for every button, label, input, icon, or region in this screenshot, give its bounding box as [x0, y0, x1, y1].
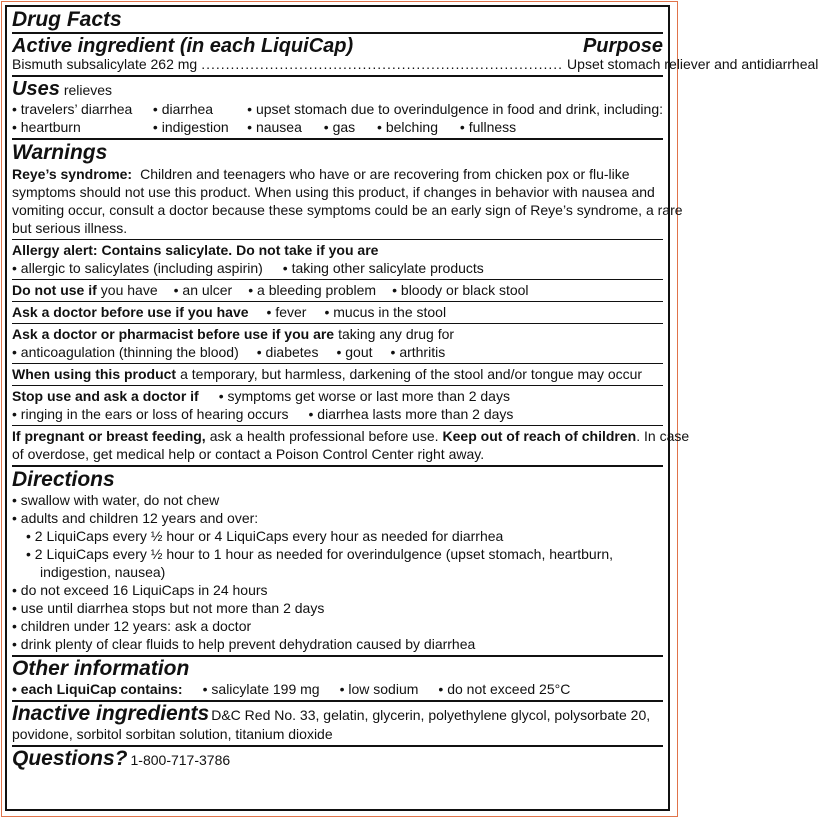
- list-item: • 2 LiquiCaps every ½ hour to 1 hour as needed for overindulgence (upset stomach, heartburn,: [12, 545, 663, 563]
- list-item: • 2 LiquiCaps every ½ hour or 4 LiquiCaps every hour as needed for diarrhea: [12, 527, 663, 545]
- list-item: • travelers’ diarrhea: [12, 100, 153, 118]
- list-item: • anticoagulation (thinning the blood): [12, 343, 239, 361]
- list-item: • use until diarrhea stops but not more than 2 days: [12, 599, 663, 617]
- reye-label: Reye’s syndrome:: [12, 166, 133, 182]
- overdose-text: of overdose, get medical help or contact a Poison Control Center right away.: [12, 446, 485, 462]
- reye-text: but serious illness.: [12, 220, 128, 236]
- purpose-text: Upset stomach reliever and antidiarrheal: [567, 56, 818, 72]
- drug-facts-title: Drug Facts: [12, 8, 122, 31]
- reye-text: Children and teenagers who have or are recovering from chicken pox or flu-like: [140, 166, 630, 182]
- list-item: • gout: [336, 343, 372, 361]
- inactive-ingredients-text: povidone, sorbitol sorbitan solution, titanium dioxide: [12, 726, 333, 742]
- stop-use: [12, 386, 663, 425]
- list-item: • swallow with water, do not chew: [12, 491, 663, 509]
- other-information-heading: Other information: [12, 657, 190, 680]
- keep-out-text: . In case: [636, 428, 690, 444]
- list-item: • fullness: [460, 119, 516, 135]
- list-item: • do not exceed 25°C: [438, 680, 570, 698]
- list-item: • nausea: [247, 119, 302, 135]
- uses-intro: relieves: [63, 82, 113, 98]
- list-item: • upset stomach due to overindulgence in food and drink, including:: [247, 100, 663, 118]
- warnings-section: [12, 140, 683, 239]
- list-item: • do not exceed 16 LiquiCaps in 24 hours: [12, 581, 663, 599]
- stop-use-label: Stop use and ask a doctor if: [12, 388, 199, 404]
- list-item: • bloody or black stool: [392, 281, 528, 299]
- pregnancy-text: ask a health professional before use.: [209, 428, 439, 444]
- reye-text: symptoms should not use this product. When using this product, if changes in behavior with nausea and: [12, 184, 655, 200]
- list-item: • fever: [267, 303, 307, 321]
- allergy-alert: [12, 240, 663, 279]
- other-information-section: [12, 657, 663, 700]
- questions-section: [12, 747, 663, 772]
- directions-heading: Directions: [12, 468, 115, 491]
- list-item: • taking other salicylate products: [283, 259, 484, 277]
- reye-text: vomiting occur, consult a doctor because these symptoms could be an early sign of Reye’s syndrome, a rare: [12, 202, 683, 218]
- ask-doctor: [12, 302, 663, 323]
- ask-pharmacist: [12, 324, 663, 363]
- questions-phone: 1-800-717-3786: [130, 752, 231, 768]
- inactive-ingredients-heading: Inactive ingredients: [12, 702, 210, 725]
- other-information-label: • each LiquiCap contains:: [12, 680, 183, 698]
- ask-doctor-label: Ask a doctor before use if you have: [12, 304, 249, 320]
- list-item: • adults and children 12 years and over:: [12, 509, 663, 527]
- list-item: • diarrhea lasts more than 2 days: [309, 405, 514, 423]
- list-item: • a bleeding problem: [248, 281, 376, 299]
- list-item-continued: indigestion, nausea): [40, 564, 166, 580]
- list-item: • drink plenty of clear fluids to help prevent dehydration caused by diarrhea: [12, 635, 663, 653]
- do-not-use: [12, 280, 663, 301]
- uses-heading: Uses: [12, 78, 60, 100]
- list-item: • children under 12 years: ask a doctor: [12, 617, 663, 635]
- allergy-label: Allergy alert: Contains salicylate. Do not take if you are: [12, 242, 379, 258]
- questions-heading: Questions?: [12, 747, 128, 770]
- list-item: • salicylate 199 mg: [203, 680, 320, 698]
- list-item: • indigestion: [153, 118, 247, 136]
- drug-facts-panel: [5, 5, 818, 811]
- list-item: • symptoms get worse or last more than 2 days: [219, 387, 510, 405]
- when-using-text: a temporary, but harmless, darkening of the stool and/or tongue may occur: [180, 366, 643, 382]
- leader-dots: ..........................................................................: [201, 56, 564, 72]
- active-ingredient: Bismuth subsalicylate 262 mg: [12, 56, 198, 72]
- list-item: • allergic to salicylates (including aspirin): [12, 259, 263, 277]
- ask-pharmacist-text: taking any drug for: [338, 326, 455, 342]
- warnings-heading: Warnings: [12, 141, 108, 164]
- inactive-ingredients-text: D&C Red No. 33, gelatin, glycerin, polyethylene glycol, polysorbate 20,: [211, 707, 651, 723]
- list-item: • low sodium: [340, 680, 419, 698]
- ask-pharmacist-label: Ask a doctor or pharmacist before use if you are: [12, 326, 335, 342]
- keep-out-label: Keep out of reach of children: [442, 428, 637, 444]
- purpose-heading: Purpose: [582, 35, 663, 57]
- when-using: [12, 364, 663, 385]
- uses-section: [12, 77, 663, 138]
- list-item: • gas: [324, 119, 355, 135]
- list-item: • belching: [377, 119, 438, 135]
- list-item: • heartburn: [12, 118, 153, 136]
- active-ingredient-section: [12, 34, 818, 75]
- list-item: • diabetes: [257, 343, 319, 361]
- when-using-label: When using this product: [12, 366, 177, 382]
- list-item: • ringing in the ears or loss of hearing occurs: [12, 405, 289, 423]
- list-item: • an ulcer: [174, 281, 233, 299]
- do-not-use-text: you have: [100, 282, 158, 298]
- inactive-ingredients-section: [12, 702, 663, 745]
- pregnancy-warning: [12, 426, 690, 465]
- pregnancy-label: If pregnant or breast feeding,: [12, 428, 206, 444]
- list-item: • diarrhea: [153, 100, 247, 118]
- directions-section: [12, 467, 663, 655]
- list-item: • arthritis: [391, 343, 446, 361]
- list-item: • mucus in the stool: [324, 303, 446, 321]
- active-ingredient-heading: Active ingredient (in each LiquiCap): [12, 35, 354, 57]
- do-not-use-label: Do not use if: [12, 282, 97, 298]
